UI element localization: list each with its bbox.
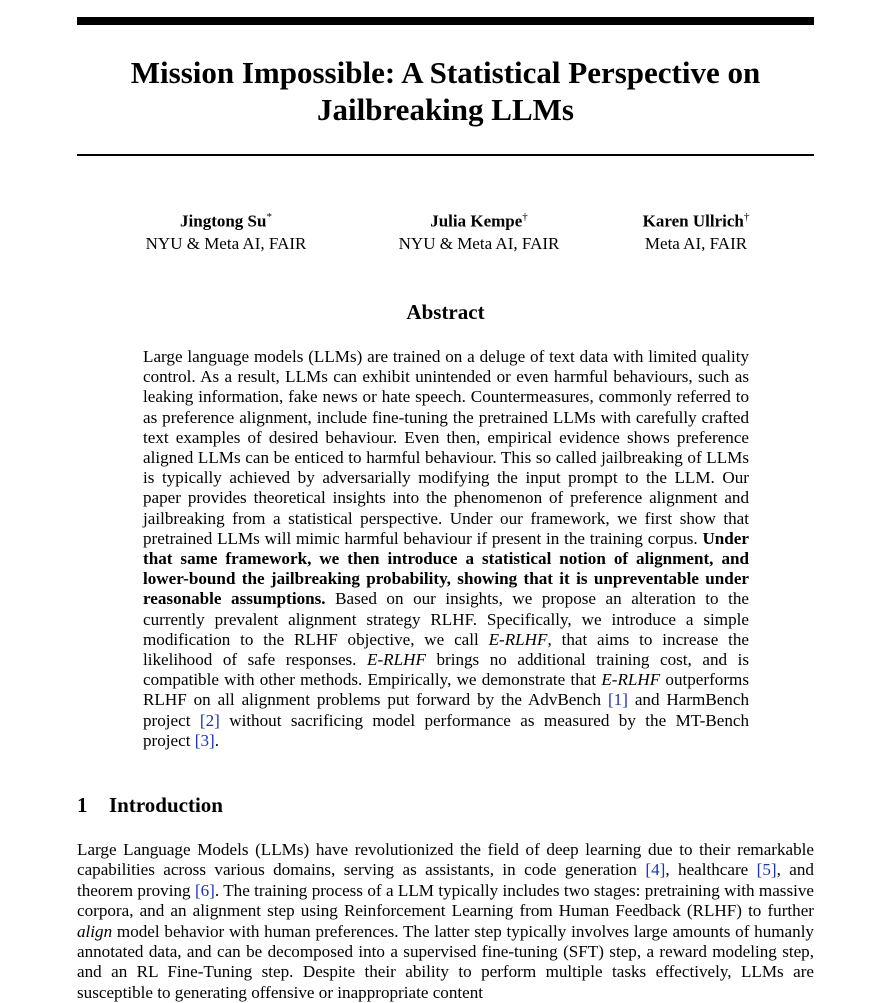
abstract-text: , that aims to increase the likelihood of safe responses. bbox=[143, 629, 749, 670]
citation-link[interactable]: [5] bbox=[756, 860, 777, 880]
citation-link[interactable]: [4] bbox=[645, 860, 666, 880]
section-title: Introduction bbox=[109, 793, 223, 817]
author-affiliation: Meta AI, FAIR bbox=[644, 233, 748, 253]
author-mark: † bbox=[743, 211, 750, 223]
author-affiliation: NYU & Meta AI, FAIR bbox=[398, 233, 560, 253]
abstract-body bbox=[143, 347, 749, 751]
abstract-bold-text: Under that same framework, we then introduce a statistical notion of alignment, and lower-bound the jailbreaking probability, showing that it is unpreventable under reasonable assumptions. bbox=[143, 528, 749, 609]
abstract-text: brings no additional training cost, and is compatible with other methods. Empirically, we demonstrate that bbox=[143, 650, 750, 690]
abstract-text: Based on our insights, we propose an alteration to the currently prevalent alignment strategy RLHF. Specifically, we introduce a simple modification to the RLHF objective, we call bbox=[143, 589, 749, 649]
emphasis-text: align bbox=[77, 921, 113, 941]
top-rule bbox=[77, 17, 814, 25]
method-name: E-RLHF bbox=[601, 670, 661, 690]
abstract-text: and HarmBench project bbox=[143, 690, 749, 730]
method-name: E-RLHF bbox=[367, 650, 426, 670]
intro-text: , healthcare bbox=[665, 860, 749, 880]
abstract-text: Large language models (LLMs) are trained on a deluge of text data with limited quality control. As a result, LLMs can exhibit unintended or even harmful behaviours, such as leaking information, fake news or hate speech. Countermeasures, commonly referred to as preference alignment, include fine-tuning the pretrained LLMs with carefully crafted text examples of desired behaviour. Even then, empirical evidence shows preference aligned LLMs can be enticed to harmful behaviour. This so called jailbreaking of LLMs is typically achieved by adversarially modifying the input prompt to the LLM. Our paper provides theoretical insights into the phenomenon of preference alignment and jailbreaking from a statistical perspective. Under our framework, we first show that pretrained LLMs will mimic harmful behaviour if present in the training corpus. bbox=[143, 347, 749, 548]
citation-link[interactable]: [6] bbox=[194, 880, 215, 900]
author-block bbox=[120, 206, 332, 255]
abstract-text: . bbox=[214, 730, 219, 750]
method-name: E-RLHF bbox=[488, 629, 548, 649]
author-name: Jingtong Su bbox=[180, 211, 267, 231]
intro-paragraph bbox=[77, 840, 814, 1003]
author-name: Karen Ullrich bbox=[642, 211, 744, 231]
abstract-heading: Abstract bbox=[406, 300, 485, 324]
intro-text: model behavior with human preferences. The latter step typically involves large amounts of humanly annotated data, and can be decomposed into a supervised fine-tuning (SFT) step, a reward modeling step, and an RL Fine-Tuning step. Despite their ability to perform multiple tasks effectively, LLMs are susceptible to generating offensive or inappropriate content bbox=[77, 921, 814, 1002]
author-affiliation: NYU & Meta AI, FAIR bbox=[145, 233, 307, 253]
intro-text: . The training process of a LLM typically includes two stages: pretraining with massive corpora, and an alignment step using Reinforcement Learning from Human Feedback (RLHF) to further bbox=[77, 880, 814, 921]
abstract-text: without sacrificing model performance as measured by the MT-Bench project bbox=[143, 710, 749, 750]
citation-link[interactable]: [3] bbox=[194, 730, 215, 750]
section-heading bbox=[77, 793, 223, 818]
author-mark: * bbox=[266, 211, 272, 223]
author-name: Julia Kempe bbox=[430, 211, 523, 231]
paper-title: Mission Impossible: A Statistical Perspective on Jailbreaking LLMs bbox=[130, 55, 761, 127]
intro-text: , and theorem proving bbox=[77, 860, 814, 900]
citation-link[interactable]: [2] bbox=[199, 710, 220, 730]
author-block bbox=[370, 206, 588, 255]
abstract-text: outperforms RLHF on all alignment problems put forward by the AdvBench bbox=[143, 670, 749, 710]
title-rule bbox=[77, 154, 814, 156]
author-block bbox=[620, 206, 772, 255]
section-number: 1 bbox=[77, 793, 88, 817]
citation-link[interactable]: [1] bbox=[607, 690, 628, 710]
intro-text: Large Language Models (LLMs) have revolutionized the field of deep learning due to their remarkable capabilities across various domains, serving as assistants, in code generation bbox=[77, 840, 814, 880]
author-mark: † bbox=[522, 211, 528, 223]
